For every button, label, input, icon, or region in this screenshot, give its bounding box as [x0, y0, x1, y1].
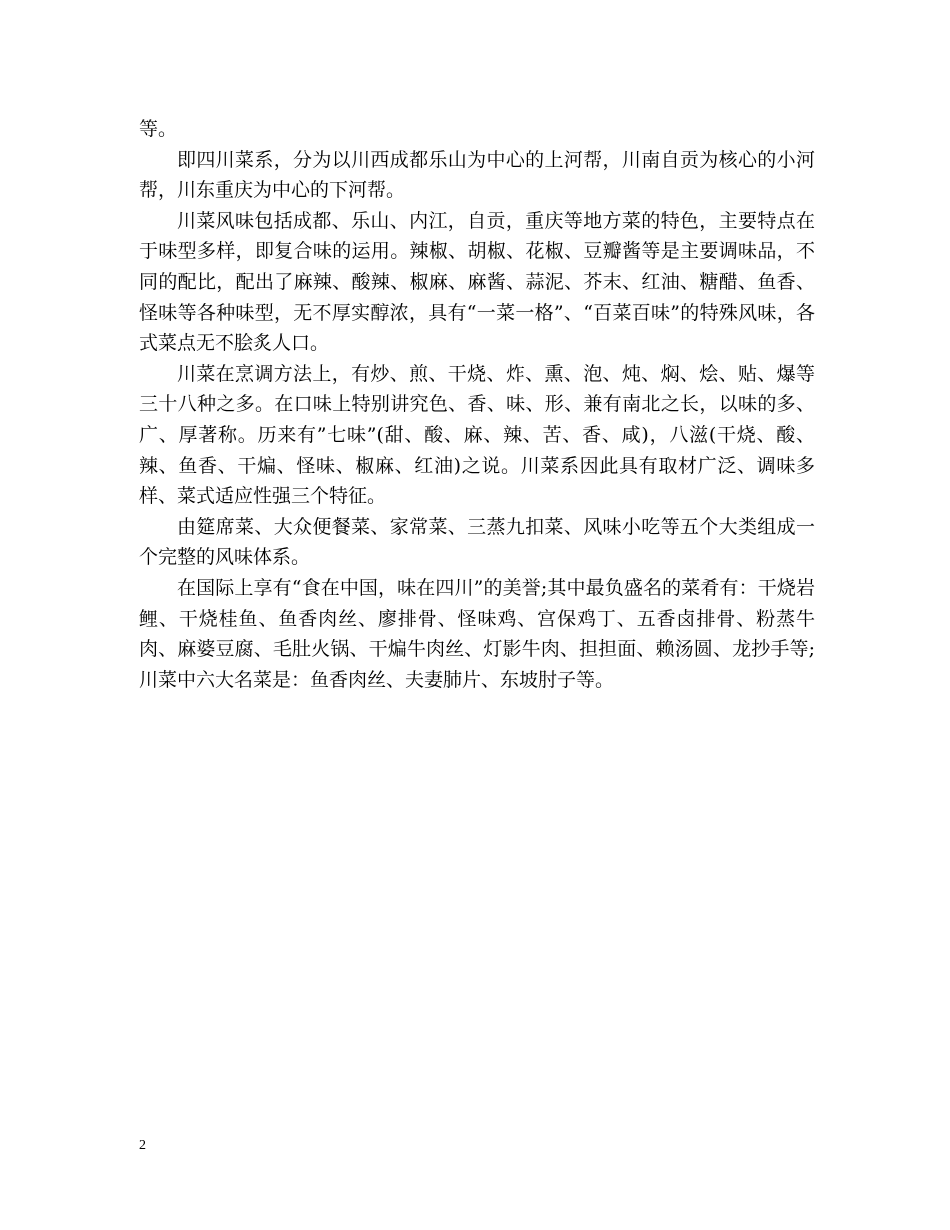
- paragraph-6: 在国际上享有“食在中国，味在四川”的美誉;其中最负盛名的菜肴有：干烧岩鲤、干烧桂鱼、鱼香肉丝、廖排骨、怪味鸡、宫保鸡丁、五香卤排骨、粉蒸牛肉、麻婆豆腐、毛肚火锅、干煸牛肉丝、灯影牛肉、担担面、赖汤圆、龙抄手等;川菜中六大名菜是：鱼香肉丝、夫妻肺片、东坡肘子等。: [139, 576, 815, 691]
- page-number: 2: [139, 1138, 146, 1153]
- paragraph-5: 由筵席菜、大众便餐菜、家常菜、三蒸九扣菜、风味小吃等五个大类组成一个完整的风味体系。: [139, 515, 815, 569]
- paragraph-2: 即四川菜系，分为以川西成都乐山为中心的上河帮，川南自贡为核心的小河帮，川东重庆为中心的下河帮。: [139, 148, 815, 202]
- paragraph-3: 川菜风味包括成都、乐山、内江，自贡，重庆等地方菜的特色，主要特点在于味型多样，即复合味的运用。辣椒、胡椒、花椒、豆瓣酱等是主要调味品，不同的配比，配出了麻辣、酸辣、椒麻、麻酱、蒜泥、芥末、红油、糖醋、鱼香、怪味等各种味型，无不厚实醇浓，具有“一菜一格”、“百菜百味”的特殊风味，各式菜点无不脍炙人口。: [139, 209, 815, 355]
- document-body: [139, 114, 815, 695]
- paragraph-4: 川菜在烹调方法上，有炒、煎、干烧、炸、熏、泡、炖、焖、烩、贴、爆等三十八种之多。在口味上特别讲究色、香、味、形、兼有南北之长，以味的多、广、厚著称。历来有”七味”(甜、酸、麻、辣、苦、香、咸)，八滋(干烧、酸、辣、鱼香、干煸、怪味、椒麻、红油)之说。川菜系因此具有取材广泛、调味多样、菜式适应性强三个特征。: [139, 362, 815, 508]
- paragraph-1: 等。: [139, 118, 178, 140]
